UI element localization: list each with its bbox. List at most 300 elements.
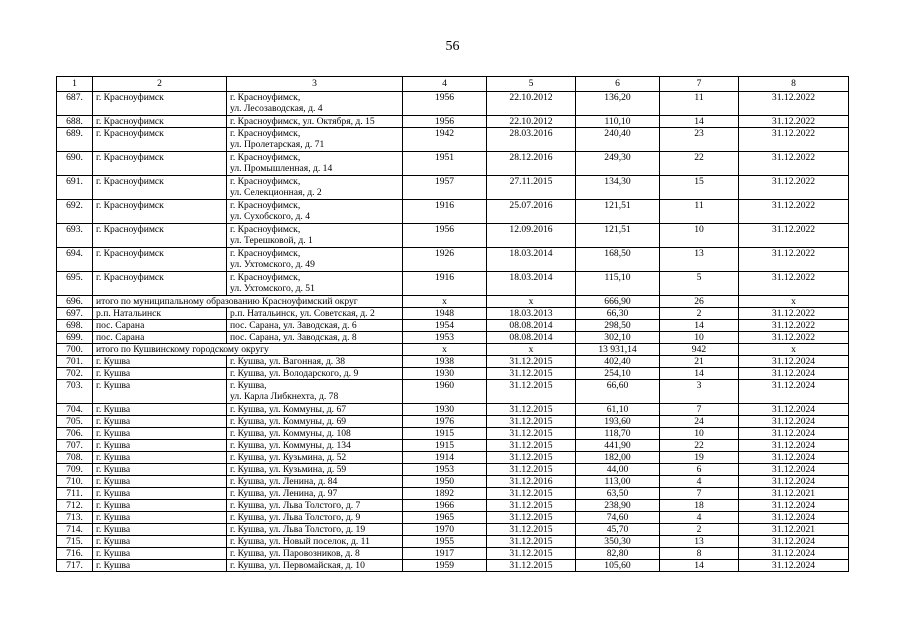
settlement-cell: г. Красноуфимск [93, 200, 227, 224]
residents-cell: 5 [660, 272, 739, 296]
residents-cell: 14 [660, 320, 739, 332]
address-line-2: ул. Лесозаводская, д. 4 [230, 103, 323, 114]
resettlement-deadline-cell: х [739, 296, 849, 308]
construction-year-cell: 1917 [403, 548, 487, 560]
housing-register-table [56, 76, 849, 572]
area-cell: 66,60 [576, 380, 660, 404]
address-cell [227, 488, 403, 500]
address-line-2: ул. Селекционная, д. 2 [230, 187, 322, 198]
construction-year-cell: 1926 [403, 248, 487, 272]
table-row [57, 452, 849, 464]
table-row [57, 536, 849, 548]
settlement-cell: г. Кушва [93, 428, 227, 440]
area-cell: 298,50 [576, 320, 660, 332]
address-cell [227, 176, 403, 200]
settlement-cell: пос. Сарана [93, 320, 227, 332]
row-number-cell: 715. [57, 536, 93, 548]
settlement-cell: г. Кушва [93, 548, 227, 560]
row-number-cell: 696. [57, 296, 93, 308]
residents-cell: 8 [660, 548, 739, 560]
address-line-1: г. Кушва, ул. Паровозников, д. 8 [230, 548, 360, 559]
residents-cell: 7 [660, 404, 739, 416]
table-row [57, 224, 849, 248]
address-line-1: р.п. Натальинск, ул. Советская, д. 2 [230, 308, 375, 319]
area-cell: 61,10 [576, 404, 660, 416]
recognition-date-cell: х [487, 344, 576, 356]
recognition-date-cell: 31.12.2015 [487, 452, 576, 464]
address-line-1: г. Кушва, ул. Коммуны, д. 134 [230, 440, 351, 451]
area-cell: 118,70 [576, 428, 660, 440]
settlement-cell: г. Кушва [93, 524, 227, 536]
residents-cell: 4 [660, 476, 739, 488]
row-number-cell: 703. [57, 380, 93, 404]
area-cell: 238,90 [576, 500, 660, 512]
address-cell [227, 200, 403, 224]
residents-cell: 2 [660, 308, 739, 320]
residents-cell: 15 [660, 176, 739, 200]
row-number-cell: 697. [57, 308, 93, 320]
column-header: 3 [227, 77, 403, 92]
area-cell: 44,00 [576, 464, 660, 476]
address-line-1: г. Красноуфимск, [230, 200, 301, 211]
area-cell: 168,50 [576, 248, 660, 272]
residents-cell: 13 [660, 248, 739, 272]
area-cell: 254,10 [576, 368, 660, 380]
resettlement-deadline-cell: 31.12.2024 [739, 452, 849, 464]
table-row [57, 128, 849, 152]
address-line-1: г. Кушва, ул. Коммуны, д. 69 [230, 416, 347, 427]
residents-cell: 942 [660, 344, 739, 356]
address-line-2: ул. Ухтомского, д. 49 [230, 259, 315, 270]
recognition-date-cell: х [487, 296, 576, 308]
resettlement-deadline-cell: 31.12.2024 [739, 356, 849, 368]
row-number-cell: 712. [57, 500, 93, 512]
address-line-1: г. Кушва, ул. Коммуны, д. 108 [230, 428, 351, 439]
residents-cell: 10 [660, 224, 739, 248]
area-cell: 45,70 [576, 524, 660, 536]
area-cell: 441,90 [576, 440, 660, 452]
construction-year-cell: 1956 [403, 92, 487, 116]
table-row [57, 308, 849, 320]
resettlement-deadline-cell: 31.12.2024 [739, 464, 849, 476]
address-line-1: г. Красноуфимск, [230, 272, 301, 283]
page-number: 56 [445, 39, 460, 54]
table-row [57, 200, 849, 224]
area-cell: 115,10 [576, 272, 660, 296]
recognition-date-cell: 12.09.2016 [487, 224, 576, 248]
construction-year-cell: 1966 [403, 500, 487, 512]
address-cell [227, 248, 403, 272]
area-cell: 13 931,14 [576, 344, 660, 356]
resettlement-deadline-cell: 31.12.2022 [739, 116, 849, 128]
resettlement-deadline-cell: 31.12.2024 [739, 416, 849, 428]
settlement-cell: г. Красноуфимск [93, 224, 227, 248]
resettlement-deadline-cell: 31.12.2024 [739, 548, 849, 560]
resettlement-deadline-cell: 31.12.2024 [739, 428, 849, 440]
settlement-cell: г. Красноуфимск [93, 116, 227, 128]
row-number-cell: 688. [57, 116, 93, 128]
table-row [57, 248, 849, 272]
address-line-1: г. Кушва, ул. Новый поселок, д. 11 [230, 536, 370, 547]
recognition-date-cell: 31.12.2015 [487, 356, 576, 368]
address-line-1: г. Кушва, ул. Льва Толстого, д. 9 [230, 512, 361, 523]
recognition-date-cell: 18.03.2013 [487, 308, 576, 320]
resettlement-deadline-cell: 31.12.2022 [739, 224, 849, 248]
construction-year-cell: 1892 [403, 488, 487, 500]
address-line-1: г. Красноуфимск, [230, 128, 301, 139]
recognition-date-cell: 22.10.2012 [487, 92, 576, 116]
recognition-date-cell: 31.12.2015 [487, 500, 576, 512]
recognition-date-cell: 31.12.2015 [487, 512, 576, 524]
construction-year-cell: 1953 [403, 332, 487, 344]
construction-year-cell: 1956 [403, 224, 487, 248]
construction-year-cell: 1915 [403, 440, 487, 452]
address-line-2: ул. Сухобского, д. 4 [230, 211, 311, 222]
address-cell [227, 404, 403, 416]
residents-cell: 10 [660, 428, 739, 440]
row-number-cell: 708. [57, 452, 93, 464]
residents-cell: 13 [660, 536, 739, 548]
construction-year-cell: 1930 [403, 368, 487, 380]
construction-year-cell: 1948 [403, 308, 487, 320]
address-line-1: г. Кушва, ул. Коммуны, д. 67 [230, 404, 347, 415]
settlement-cell: г. Красноуфимск [93, 152, 227, 176]
address-line-1: г. Красноуфимск, [230, 248, 301, 259]
construction-year-cell: 1914 [403, 452, 487, 464]
resettlement-deadline-cell: 31.12.2024 [739, 440, 849, 452]
address-line-1: г. Кушва, ул. Льва Толстого, д. 7 [230, 500, 361, 511]
area-cell: 63,50 [576, 488, 660, 500]
address-cell [227, 380, 403, 404]
resettlement-deadline-cell: х [739, 344, 849, 356]
address-cell [227, 524, 403, 536]
table-body [57, 92, 849, 572]
row-number-cell: 692. [57, 200, 93, 224]
address-line-1: г. Кушва, ул. Кузьмина, д. 59 [230, 464, 347, 475]
residents-cell: 22 [660, 152, 739, 176]
row-number-cell: 709. [57, 464, 93, 476]
resettlement-deadline-cell: 31.12.2022 [739, 92, 849, 116]
residents-cell: 24 [660, 416, 739, 428]
row-number-cell: 691. [57, 176, 93, 200]
row-number-cell: 711. [57, 488, 93, 500]
recognition-date-cell: 31.12.2015 [487, 404, 576, 416]
area-cell: 121,51 [576, 224, 660, 248]
address-line-1: г. Красноуфимск, ул. Октября, д. 15 [230, 116, 375, 127]
table-row [57, 176, 849, 200]
construction-year-cell: 1959 [403, 560, 487, 572]
resettlement-deadline-cell: 31.12.2022 [739, 272, 849, 296]
resettlement-deadline-cell: 31.12.2022 [739, 320, 849, 332]
resettlement-deadline-cell: 31.12.2022 [739, 128, 849, 152]
residents-cell: 11 [660, 200, 739, 224]
residents-cell: 22 [660, 440, 739, 452]
settlement-cell: г. Кушва [93, 356, 227, 368]
residents-cell: 14 [660, 116, 739, 128]
recognition-date-cell: 31.12.2015 [487, 548, 576, 560]
address-line-1: г. Красноуфимск, [230, 176, 301, 187]
construction-year-cell: 1915 [403, 428, 487, 440]
residents-cell: 3 [660, 380, 739, 404]
recognition-date-cell: 08.08.2014 [487, 332, 576, 344]
construction-year-cell: 1950 [403, 476, 487, 488]
construction-year-cell: 1951 [403, 152, 487, 176]
settlement-cell: г. Кушва [93, 560, 227, 572]
address-cell [227, 440, 403, 452]
recognition-date-cell: 31.12.2015 [487, 524, 576, 536]
row-number-cell: 702. [57, 368, 93, 380]
table-row [57, 548, 849, 560]
recognition-date-cell: 18.03.2014 [487, 272, 576, 296]
area-cell: 666,90 [576, 296, 660, 308]
resettlement-deadline-cell: 31.12.2024 [739, 536, 849, 548]
table-row [57, 428, 849, 440]
address-cell [227, 560, 403, 572]
area-cell: 350,30 [576, 536, 660, 548]
subtotal-label-cell: итого по муниципальному образованию Красноуфимский округ [93, 296, 403, 308]
address-cell [227, 368, 403, 380]
residents-cell: 19 [660, 452, 739, 464]
recognition-date-cell: 28.12.2016 [487, 152, 576, 176]
resettlement-deadline-cell: 31.12.2024 [739, 560, 849, 572]
table-row [57, 380, 849, 404]
construction-year-cell: 1916 [403, 272, 487, 296]
settlement-cell: пос. Сарана [93, 332, 227, 344]
table-row [57, 500, 849, 512]
settlement-cell: г. Кушва [93, 512, 227, 524]
row-number-cell: 704. [57, 404, 93, 416]
area-cell: 82,80 [576, 548, 660, 560]
row-number-cell: 695. [57, 272, 93, 296]
resettlement-deadline-cell: 31.12.2022 [739, 308, 849, 320]
row-number-cell: 713. [57, 512, 93, 524]
construction-year-cell: 1955 [403, 536, 487, 548]
resettlement-deadline-cell: 31.12.2024 [739, 500, 849, 512]
column-header: 8 [739, 77, 849, 92]
table-row [57, 416, 849, 428]
construction-year-cell: 1953 [403, 464, 487, 476]
settlement-cell: г. Кушва [93, 452, 227, 464]
table-row [57, 92, 849, 116]
recognition-date-cell: 31.12.2015 [487, 536, 576, 548]
residents-cell: 2 [660, 524, 739, 536]
row-number-cell: 689. [57, 128, 93, 152]
column-header: 4 [403, 77, 487, 92]
residents-cell: 18 [660, 500, 739, 512]
settlement-cell: г. Красноуфимск [93, 92, 227, 116]
address-line-2: ул. Терешковой, д. 1 [230, 235, 313, 246]
subtotal-row [57, 344, 849, 356]
settlement-cell: г. Кушва [93, 536, 227, 548]
recognition-date-cell: 22.10.2012 [487, 116, 576, 128]
address-line-2: ул. Промышленная, д. 14 [230, 163, 333, 174]
address-line-1: г. Кушва, ул. Ленина, д. 84 [230, 476, 338, 487]
address-line-1: г. Кушва, [230, 380, 267, 391]
table-row [57, 464, 849, 476]
column-number-row [57, 77, 849, 92]
address-line-1: г. Кушва, ул. Льва Толстого, д. 19 [230, 524, 366, 535]
address-line-2: ул. Ухтомского, д. 51 [230, 283, 315, 294]
area-cell: 193,60 [576, 416, 660, 428]
address-cell [227, 320, 403, 332]
row-number-cell: 700. [57, 344, 93, 356]
area-cell: 402,40 [576, 356, 660, 368]
row-number-cell: 717. [57, 560, 93, 572]
address-cell [227, 308, 403, 320]
address-cell [227, 548, 403, 560]
address-line-1: пос. Сарана, ул. Заводская, д. 6 [230, 320, 357, 331]
recognition-date-cell: 31.12.2015 [487, 440, 576, 452]
construction-year-cell: 1954 [403, 320, 487, 332]
settlement-cell: г. Кушва [93, 368, 227, 380]
construction-year-cell: 1960 [403, 380, 487, 404]
table-row [57, 524, 849, 536]
resettlement-deadline-cell: 31.12.2022 [739, 152, 849, 176]
settlement-cell: г. Кушва [93, 476, 227, 488]
address-cell [227, 356, 403, 368]
row-number-cell: 707. [57, 440, 93, 452]
settlement-cell: г. Кушва [93, 404, 227, 416]
address-cell [227, 272, 403, 296]
settlement-cell: г. Красноуфимск [93, 248, 227, 272]
address-line-1: г. Кушва, ул. Кузьмина, д. 52 [230, 452, 347, 463]
construction-year-cell: 1970 [403, 524, 487, 536]
row-number-cell: 710. [57, 476, 93, 488]
table-row [57, 560, 849, 572]
settlement-cell: г. Кушва [93, 464, 227, 476]
address-line-1: г. Кушва, ул. Первомайская, д. 10 [230, 560, 365, 571]
address-line-1: г. Кушва, ул. Володарского, д. 9 [230, 368, 359, 379]
residents-cell: 21 [660, 356, 739, 368]
row-number-cell: 705. [57, 416, 93, 428]
area-cell: 113,00 [576, 476, 660, 488]
address-cell [227, 428, 403, 440]
address-line-1: г. Красноуфимск, [230, 224, 301, 235]
address-cell [227, 332, 403, 344]
recognition-date-cell: 31.12.2015 [487, 464, 576, 476]
table-row [57, 116, 849, 128]
settlement-cell: г. Красноуфимск [93, 176, 227, 200]
settlement-cell: г. Кушва [93, 488, 227, 500]
construction-year-cell: 1956 [403, 116, 487, 128]
recognition-date-cell: 18.03.2014 [487, 248, 576, 272]
construction-year-cell: 1938 [403, 356, 487, 368]
construction-year-cell: 1916 [403, 200, 487, 224]
recognition-date-cell: 31.12.2015 [487, 560, 576, 572]
column-header: 7 [660, 77, 739, 92]
column-header: 5 [487, 77, 576, 92]
construction-year-cell: х [403, 344, 487, 356]
residents-cell: 6 [660, 464, 739, 476]
resettlement-deadline-cell: 31.12.2024 [739, 404, 849, 416]
area-cell: 302,10 [576, 332, 660, 344]
table-row [57, 368, 849, 380]
table-row [57, 440, 849, 452]
resettlement-deadline-cell: 31.12.2022 [739, 332, 849, 344]
settlement-cell: р.п. Натальинск [93, 308, 227, 320]
address-cell [227, 152, 403, 176]
recognition-date-cell: 08.08.2014 [487, 320, 576, 332]
row-number-cell: 714. [57, 524, 93, 536]
resettlement-deadline-cell: 31.12.2022 [739, 200, 849, 224]
area-cell: 240,40 [576, 128, 660, 152]
table-row [57, 488, 849, 500]
area-cell: 74,60 [576, 512, 660, 524]
area-cell: 182,00 [576, 452, 660, 464]
address-cell [227, 416, 403, 428]
residents-cell: 11 [660, 92, 739, 116]
settlement-cell: г. Кушва [93, 440, 227, 452]
address-cell [227, 452, 403, 464]
residents-cell: 23 [660, 128, 739, 152]
address-cell [227, 464, 403, 476]
column-header: 2 [93, 77, 227, 92]
construction-year-cell: 1930 [403, 404, 487, 416]
address-line-1: г. Красноуфимск, [230, 152, 301, 163]
settlement-cell: г. Красноуфимск [93, 128, 227, 152]
address-line-1: г. Кушва, ул. Вагонная, д. 38 [230, 356, 346, 367]
address-cell [227, 92, 403, 116]
construction-year-cell: 1965 [403, 512, 487, 524]
address-cell [227, 476, 403, 488]
row-number-cell: 698. [57, 320, 93, 332]
address-cell [227, 128, 403, 152]
recognition-date-cell: 31.12.2015 [487, 380, 576, 404]
address-line-1: пос. Сарана, ул. Заводская, д. 8 [230, 332, 357, 343]
table-row [57, 272, 849, 296]
row-number-cell: 699. [57, 332, 93, 344]
construction-year-cell: 1942 [403, 128, 487, 152]
row-number-cell: 687. [57, 92, 93, 116]
resettlement-deadline-cell: 31.12.2024 [739, 368, 849, 380]
address-cell [227, 500, 403, 512]
subtotal-label-cell: итого по Кушвинскому городскому округу [93, 344, 403, 356]
resettlement-deadline-cell: 31.12.2021 [739, 488, 849, 500]
row-number-cell: 690. [57, 152, 93, 176]
recognition-date-cell: 31.12.2016 [487, 476, 576, 488]
table-row [57, 356, 849, 368]
residents-cell: 7 [660, 488, 739, 500]
address-cell [227, 536, 403, 548]
address-cell [227, 512, 403, 524]
recognition-date-cell: 31.12.2015 [487, 416, 576, 428]
resettlement-deadline-cell: 31.12.2024 [739, 512, 849, 524]
recognition-date-cell: 25.07.2016 [487, 200, 576, 224]
address-line-1: г. Красноуфимск, [230, 92, 301, 103]
area-cell: 121,51 [576, 200, 660, 224]
settlement-cell: г. Кушва [93, 500, 227, 512]
resettlement-deadline-cell: 31.12.2022 [739, 176, 849, 200]
recognition-date-cell: 27.11.2015 [487, 176, 576, 200]
area-cell: 136,20 [576, 92, 660, 116]
recognition-date-cell: 28.03.2016 [487, 128, 576, 152]
residents-cell: 10 [660, 332, 739, 344]
recognition-date-cell: 31.12.2015 [487, 428, 576, 440]
settlement-cell: г. Кушва [93, 380, 227, 404]
table-row [57, 404, 849, 416]
construction-year-cell: 1976 [403, 416, 487, 428]
resettlement-deadline-cell: 31.12.2022 [739, 248, 849, 272]
recognition-date-cell: 31.12.2015 [487, 488, 576, 500]
table-row [57, 320, 849, 332]
settlement-cell: г. Красноуфимск [93, 272, 227, 296]
construction-year-cell: х [403, 296, 487, 308]
construction-year-cell: 1957 [403, 176, 487, 200]
row-number-cell: 701. [57, 356, 93, 368]
address-line-1: г. Кушва, ул. Ленина, д. 97 [230, 488, 338, 499]
subtotal-row [57, 296, 849, 308]
column-header: 1 [57, 77, 93, 92]
